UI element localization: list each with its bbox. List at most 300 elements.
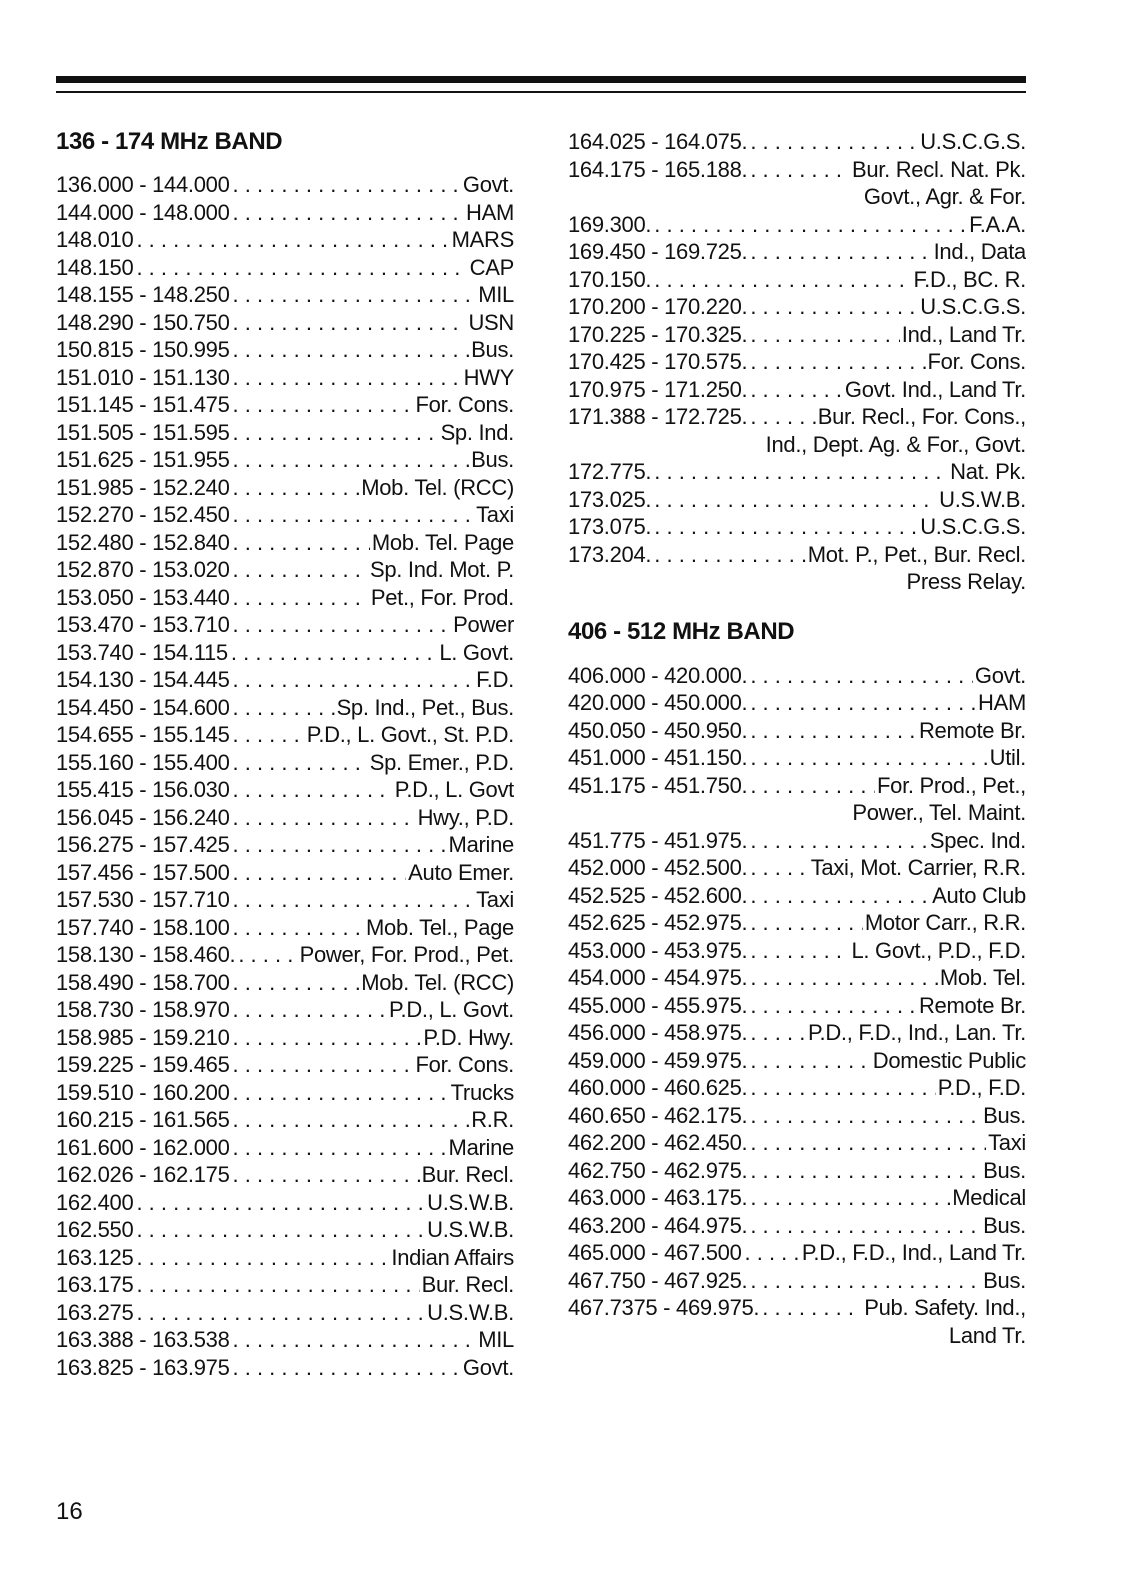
frequency-entry bbox=[56, 1051, 514, 1079]
service-allocation-continued: Power., Tel. Maint. bbox=[852, 800, 1026, 825]
service-allocation: P.D., F.D., Ind., Land Tr. bbox=[801, 1240, 1026, 1265]
frequency-range: 163.388 - 163.538 bbox=[56, 1327, 230, 1352]
service-allocation: USN bbox=[468, 309, 514, 335]
frequency-range: 162.400 bbox=[56, 1189, 134, 1215]
dot-leader bbox=[651, 266, 911, 294]
dot-leader bbox=[230, 886, 475, 914]
service-allocation: Mob. Tel. Page bbox=[371, 529, 514, 555]
frequency-entry bbox=[56, 831, 514, 859]
frequency-entry bbox=[568, 156, 1026, 184]
dot-leader bbox=[230, 364, 462, 392]
dot-leader bbox=[230, 1161, 420, 1189]
service-allocation: Govt. bbox=[462, 1354, 514, 1380]
service-allocation: Trucks bbox=[450, 1079, 514, 1105]
frequency-range: 467.750 - 467.925. bbox=[568, 1267, 748, 1293]
frequency-entry bbox=[56, 199, 514, 227]
service-allocation: Govt. bbox=[974, 662, 1026, 688]
dot-leader bbox=[230, 529, 370, 557]
frequency-range: 154.130 - 154.445 bbox=[56, 667, 230, 692]
frequency-range: 171.388 - 172.725. bbox=[568, 404, 748, 429]
service-allocation: Pet., For. Prod. bbox=[370, 584, 514, 610]
frequency-range: 155.160 - 155.400 bbox=[56, 749, 230, 775]
service-allocation: Mob. Tel. (RCC) bbox=[361, 969, 514, 995]
frequency-entry bbox=[568, 1184, 1026, 1212]
dot-leader bbox=[230, 1051, 414, 1079]
service-allocation: U.S.W.B. bbox=[427, 1299, 514, 1325]
service-allocation: P.D. Hwy. bbox=[423, 1024, 514, 1050]
service-allocation-continued: Govt., Agr. & For. bbox=[863, 184, 1026, 209]
frequency-range: 164.175 - 165.188. bbox=[568, 156, 748, 182]
frequency-entry bbox=[568, 128, 1026, 156]
header-rule-thin bbox=[56, 91, 1026, 93]
frequency-entry bbox=[56, 721, 514, 749]
service-allocation: Motor Carr., R.R. bbox=[864, 910, 1026, 935]
frequency-entry bbox=[568, 348, 1026, 376]
frequency-entry bbox=[568, 717, 1026, 745]
frequency-range: 463.200 - 464.975. bbox=[568, 1212, 748, 1238]
frequency-range: 462.750 - 462.975. bbox=[568, 1157, 748, 1183]
dot-leader bbox=[230, 391, 414, 419]
service-allocation: Taxi, Mot. Carrier, R.R. bbox=[810, 855, 1026, 880]
frequency-range: 460.000 - 460.625. bbox=[568, 1075, 748, 1100]
dot-leader bbox=[230, 1326, 477, 1354]
frequency-range: 460.650 - 462.175. bbox=[568, 1102, 748, 1128]
frequency-range: 450.050 - 450.950. bbox=[568, 717, 748, 743]
service-allocation: Ind., Land Tr. bbox=[901, 321, 1026, 347]
dot-leader bbox=[230, 1106, 470, 1134]
frequency-range: 151.010 - 151.130 bbox=[56, 364, 230, 390]
frequency-entry bbox=[56, 1271, 514, 1299]
frequency-entry bbox=[56, 1161, 514, 1189]
service-allocation: Bus. bbox=[983, 1157, 1026, 1183]
frequency-entry bbox=[56, 996, 514, 1024]
frequency-entry bbox=[56, 584, 514, 612]
frequency-range: 454.000 - 454.975. bbox=[568, 965, 748, 990]
dot-leader bbox=[230, 336, 470, 364]
dot-leader bbox=[230, 171, 461, 199]
frequency-range: 158.490 - 158.700 bbox=[56, 969, 230, 995]
frequency-entry bbox=[568, 541, 1026, 569]
service-allocation: U.S.W.B. bbox=[427, 1189, 514, 1215]
dot-leader bbox=[747, 964, 938, 992]
frequency-entry bbox=[568, 1074, 1026, 1102]
dot-leader bbox=[747, 937, 849, 965]
dot-leader bbox=[747, 1212, 981, 1240]
dot-leader bbox=[651, 486, 937, 514]
dot-leader bbox=[747, 293, 918, 321]
frequency-range: 161.600 - 162.000 bbox=[56, 1134, 230, 1160]
frequency-range: 169.450 - 169.725. bbox=[568, 239, 748, 264]
frequency-entry bbox=[56, 666, 514, 694]
frequency-entry bbox=[568, 321, 1026, 349]
frequency-entry bbox=[568, 1267, 1026, 1295]
frequency-range: 451.000 - 451.150. bbox=[568, 745, 748, 770]
frequency-range: 148.010 bbox=[56, 227, 134, 252]
service-allocation: L. Govt., P.D., F.D. bbox=[851, 937, 1026, 963]
frequency-entry bbox=[568, 293, 1026, 321]
frequency-entry bbox=[56, 611, 514, 639]
service-allocation: Indian Affairs bbox=[391, 1244, 514, 1270]
frequency-entry bbox=[56, 1189, 514, 1217]
frequency-range: 173.075. bbox=[568, 514, 652, 539]
frequency-entry bbox=[56, 281, 514, 309]
dot-leader bbox=[747, 238, 931, 266]
frequency-entry bbox=[568, 662, 1026, 690]
frequency-range: 148.150 bbox=[56, 254, 134, 280]
service-allocation: Taxi bbox=[988, 1130, 1026, 1155]
frequency-range: 164.025 - 164.075. bbox=[568, 129, 748, 154]
service-allocation: Marine bbox=[448, 1134, 514, 1160]
service-allocation: Govt. bbox=[462, 172, 514, 197]
dot-leader bbox=[133, 254, 467, 282]
service-allocation: Hwy., P.D. bbox=[417, 804, 514, 830]
service-allocation: Power bbox=[453, 612, 514, 637]
frequency-entry bbox=[56, 1299, 514, 1327]
service-allocation: P.D., F.D., Ind., Lan. Tr. bbox=[807, 1020, 1026, 1045]
service-allocation: Bus. bbox=[471, 447, 514, 472]
service-allocation: F.D., BC. R. bbox=[913, 266, 1026, 292]
frequency-entry bbox=[568, 486, 1026, 514]
frequency-range: 455.000 - 455.975. bbox=[568, 992, 748, 1018]
dot-leader bbox=[230, 1079, 449, 1107]
service-allocation: Util. bbox=[989, 745, 1026, 770]
service-allocation: Sp. Ind., Pet., Bus. bbox=[336, 694, 514, 720]
service-allocation: Remote Br. bbox=[918, 717, 1026, 743]
dot-leader bbox=[230, 666, 475, 694]
frequency-entry bbox=[568, 964, 1026, 992]
frequency-entry bbox=[56, 969, 514, 997]
frequency-range: 151.985 - 152.240 bbox=[56, 474, 230, 500]
dot-leader bbox=[651, 458, 948, 486]
frequency-entry bbox=[56, 804, 514, 832]
service-allocation: CAP bbox=[469, 254, 514, 280]
service-allocation: Sp. Ind. Mot. P. bbox=[370, 557, 514, 582]
frequency-range: 452.625 - 452.975. bbox=[568, 910, 748, 935]
frequency-entry bbox=[56, 914, 514, 942]
frequency-range: 153.050 - 153.440 bbox=[56, 584, 230, 610]
frequency-entry bbox=[56, 254, 514, 282]
service-allocation: P.D., L. Govt bbox=[394, 777, 514, 802]
frequency-range: 162.550 bbox=[56, 1217, 134, 1242]
dot-leader bbox=[747, 1019, 806, 1047]
service-allocation: MIL bbox=[478, 282, 514, 307]
frequency-range: 169.300. bbox=[568, 211, 652, 237]
frequency-range: 172.775. bbox=[568, 459, 652, 484]
frequency-range: 451.775 - 451.975. bbox=[568, 827, 748, 853]
dot-leader bbox=[651, 211, 967, 239]
frequency-range: 456.000 - 458.975. bbox=[568, 1020, 748, 1045]
frequency-range: 163.275 bbox=[56, 1299, 134, 1325]
dot-leader bbox=[230, 694, 335, 722]
service-allocation: Power, For. Prod., Pet. bbox=[299, 942, 514, 967]
frequency-range: 152.870 - 153.020 bbox=[56, 557, 230, 582]
dot-leader bbox=[230, 804, 416, 832]
frequency-range: 170.150. bbox=[568, 266, 652, 292]
service-allocation: Bur. Recl. bbox=[421, 1162, 514, 1187]
dot-leader bbox=[747, 882, 930, 910]
service-allocation: U.S.W.B. bbox=[427, 1217, 514, 1242]
frequency-range: 420.000 - 450.000. bbox=[568, 690, 748, 715]
band-heading-406-512: 406 - 512 MHz BAND bbox=[568, 617, 795, 645]
frequency-range: 170.425 - 170.575. bbox=[568, 349, 748, 374]
service-allocation: L. Govt. bbox=[439, 639, 514, 665]
frequency-range: 463.000 - 463.175. bbox=[568, 1185, 748, 1210]
frequency-range: 148.290 - 150.750 bbox=[56, 309, 230, 335]
service-allocation: Mob. Tel. (RCC) bbox=[361, 474, 514, 500]
dot-leader bbox=[230, 721, 305, 749]
frequency-range: 156.045 - 156.240 bbox=[56, 804, 230, 830]
service-allocation: U.S.C.G.S. bbox=[920, 514, 1026, 539]
service-allocation: For. Cons. bbox=[927, 349, 1026, 374]
dot-leader bbox=[230, 309, 467, 337]
frequency-entry bbox=[568, 1239, 1026, 1267]
frequency-entry bbox=[568, 744, 1026, 772]
frequency-entry bbox=[568, 1047, 1026, 1075]
frequency-entry bbox=[568, 211, 1026, 239]
frequency-list-406-512 bbox=[568, 662, 1026, 1350]
service-allocation: For. Cons. bbox=[415, 1052, 514, 1077]
frequency-range: 459.000 - 459.975. bbox=[568, 1047, 748, 1073]
dot-leader bbox=[759, 1294, 862, 1322]
frequency-range: 151.145 - 151.475 bbox=[56, 392, 230, 417]
service-allocation: Medical bbox=[952, 1185, 1026, 1210]
service-allocation: U.S.C.G.S. bbox=[920, 129, 1026, 154]
frequency-range: 154.450 - 154.600 bbox=[56, 694, 230, 720]
frequency-entry bbox=[568, 266, 1026, 294]
dot-leader bbox=[742, 1239, 800, 1267]
frequency-range: 467.7375 - 469.975. bbox=[568, 1295, 760, 1320]
service-allocation: U.S.C.G.S. bbox=[920, 294, 1026, 319]
frequency-entry bbox=[56, 1079, 514, 1107]
frequency-range: 159.225 - 159.465 bbox=[56, 1052, 230, 1077]
dot-leader bbox=[230, 584, 369, 612]
dot-leader bbox=[651, 513, 918, 541]
dot-leader bbox=[747, 662, 973, 690]
frequency-range: 406.000 - 420.000. bbox=[568, 662, 748, 688]
frequency-entry bbox=[568, 992, 1026, 1020]
frequency-entry bbox=[56, 886, 514, 914]
service-allocation: HAM bbox=[466, 199, 514, 225]
service-allocation: Bur. Recl. bbox=[421, 1272, 514, 1297]
dot-leader bbox=[230, 1134, 447, 1162]
dot-leader bbox=[747, 321, 899, 349]
dot-leader bbox=[230, 859, 407, 887]
service-allocation: Mot. P., Pet., Bur. Recl. bbox=[807, 541, 1026, 567]
frequency-entry bbox=[56, 391, 514, 419]
frequency-range: 155.415 - 156.030 bbox=[56, 777, 230, 802]
frequency-entry bbox=[568, 937, 1026, 965]
frequency-range: 159.510 - 160.200 bbox=[56, 1079, 230, 1105]
service-allocation-continued: Ind., Dept. Ag. & For., Govt. bbox=[765, 431, 1026, 457]
dot-leader bbox=[133, 1299, 425, 1327]
frequency-range: 451.175 - 451.750. bbox=[568, 772, 748, 798]
service-allocation: Sp. Emer., P.D. bbox=[369, 749, 514, 775]
service-allocation-continued: Press Relay. bbox=[906, 569, 1026, 594]
frequency-entry bbox=[56, 529, 514, 557]
frequency-entry bbox=[56, 309, 514, 337]
frequency-entry bbox=[568, 376, 1026, 404]
dot-leader bbox=[133, 1189, 425, 1217]
service-allocation: HAM bbox=[978, 690, 1026, 715]
service-allocation: Domestic Public bbox=[872, 1047, 1026, 1073]
service-allocation: Auto Club bbox=[932, 882, 1026, 908]
frequency-entry bbox=[56, 474, 514, 502]
dot-leader bbox=[228, 639, 437, 667]
band-heading-136-174: 136 - 174 MHz BAND bbox=[56, 128, 283, 155]
frequency-entry bbox=[568, 772, 1026, 800]
frequency-list-136-174 bbox=[56, 171, 514, 1381]
service-allocation: Nat. Pk. bbox=[950, 459, 1026, 484]
dot-leader bbox=[230, 501, 475, 529]
frequency-range: 170.975 - 171.250. bbox=[568, 376, 748, 402]
frequency-entry bbox=[568, 854, 1026, 882]
frequency-entry bbox=[568, 1102, 1026, 1130]
frequency-range: 163.175 bbox=[56, 1272, 134, 1297]
frequency-range: 173.204. bbox=[568, 541, 652, 567]
frequency-range: 173.025. bbox=[568, 486, 652, 512]
dot-leader bbox=[230, 776, 393, 804]
dot-leader bbox=[133, 1271, 419, 1299]
dot-leader bbox=[747, 1047, 870, 1075]
frequency-range: 151.625 - 151.955 bbox=[56, 447, 230, 472]
dot-leader bbox=[230, 749, 368, 777]
dot-leader bbox=[747, 1074, 935, 1102]
dot-leader bbox=[230, 831, 447, 859]
frequency-entry bbox=[56, 419, 514, 447]
dot-leader bbox=[230, 556, 369, 584]
dot-leader bbox=[747, 717, 917, 745]
dot-leader bbox=[230, 1354, 461, 1382]
frequency-entry bbox=[56, 749, 514, 777]
frequency-entry bbox=[568, 1019, 1026, 1047]
frequency-entry bbox=[56, 639, 514, 667]
frequency-list-164-173 bbox=[568, 128, 1026, 596]
frequency-range: 148.155 - 148.250 bbox=[56, 282, 230, 307]
dot-leader bbox=[747, 1157, 981, 1185]
frequency-entry bbox=[568, 1129, 1026, 1157]
frequency-entry bbox=[56, 694, 514, 722]
page-number: 16 bbox=[56, 1498, 83, 1525]
dot-leader bbox=[747, 689, 976, 717]
service-allocation: Pub. Safety. Ind., bbox=[864, 1295, 1026, 1320]
service-allocation-continued: Land Tr. bbox=[948, 1322, 1026, 1348]
dot-leader bbox=[747, 744, 987, 772]
service-allocation: Govt. Ind., Land Tr. bbox=[844, 376, 1026, 402]
frequency-entry bbox=[568, 403, 1026, 431]
frequency-range: 154.655 - 155.145 bbox=[56, 722, 230, 747]
service-allocation: Taxi bbox=[476, 502, 514, 527]
frequency-range: 150.815 - 150.995 bbox=[56, 337, 230, 362]
frequency-range: 462.200 - 462.450. bbox=[568, 1130, 748, 1155]
service-allocation: For. Prod., Pet., bbox=[877, 772, 1026, 798]
frequency-range: 152.480 - 152.840 bbox=[56, 529, 230, 555]
dot-leader bbox=[651, 541, 805, 569]
dot-leader bbox=[230, 281, 477, 309]
service-allocation: Bus. bbox=[983, 1212, 1026, 1238]
frequency-entry bbox=[568, 238, 1026, 266]
service-allocation: Bus. bbox=[983, 1102, 1026, 1128]
frequency-range: 452.525 - 452.600. bbox=[568, 882, 748, 908]
dot-leader bbox=[747, 992, 917, 1020]
frequency-entry bbox=[568, 827, 1026, 855]
service-allocation: Mob. Tel. bbox=[939, 965, 1026, 990]
dot-leader bbox=[230, 969, 360, 997]
frequency-entry bbox=[56, 776, 514, 804]
frequency-entry bbox=[56, 1106, 514, 1134]
dot-leader bbox=[133, 226, 449, 254]
service-allocation: U.S.W.B. bbox=[939, 486, 1026, 512]
frequency-entry bbox=[56, 1216, 514, 1244]
frequency-entry bbox=[56, 1326, 514, 1354]
frequency-range: 158.130 - 158.460. bbox=[56, 942, 236, 967]
dot-leader bbox=[747, 1267, 981, 1295]
service-allocation: Marine bbox=[448, 832, 514, 857]
frequency-range: 162.026 - 162.175 bbox=[56, 1162, 230, 1187]
frequency-range: 163.125 bbox=[56, 1244, 134, 1270]
dot-leader bbox=[230, 446, 470, 474]
service-allocation: MIL bbox=[478, 1327, 514, 1352]
frequency-range: 465.000 - 467.500 bbox=[568, 1240, 742, 1265]
dot-leader bbox=[133, 1216, 425, 1244]
frequency-range: 152.270 - 152.450 bbox=[56, 502, 230, 527]
dot-leader bbox=[235, 941, 297, 969]
service-allocation: MARS bbox=[451, 227, 514, 252]
dot-leader bbox=[230, 996, 387, 1024]
frequency-entry bbox=[56, 501, 514, 529]
frequency-range: 153.470 - 153.710 bbox=[56, 612, 230, 637]
frequency-range: 163.825 - 163.975 bbox=[56, 1354, 230, 1380]
dot-leader bbox=[230, 914, 365, 942]
service-allocation: P.D., F.D. bbox=[937, 1075, 1026, 1100]
dot-leader bbox=[230, 1024, 422, 1052]
frequency-range: 158.730 - 158.970 bbox=[56, 997, 230, 1022]
frequency-range: 157.740 - 158.100 bbox=[56, 914, 230, 940]
dot-leader bbox=[230, 199, 465, 227]
frequency-range: 157.530 - 157.710 bbox=[56, 887, 230, 912]
frequency-entry bbox=[56, 1134, 514, 1162]
dot-leader bbox=[747, 772, 875, 800]
service-allocation: HWY bbox=[463, 364, 514, 390]
service-allocation: Sp. Ind. bbox=[440, 419, 514, 445]
dot-leader bbox=[747, 1129, 986, 1157]
dot-leader bbox=[747, 128, 918, 156]
service-allocation: F.A.A. bbox=[969, 211, 1026, 237]
service-allocation: Bur. Recl., For. Cons., bbox=[817, 404, 1026, 429]
service-allocation: Mob. Tel., Page bbox=[366, 914, 514, 940]
frequency-range: 153.740 - 154.115 bbox=[56, 639, 228, 665]
service-allocation: Bus. bbox=[471, 337, 514, 362]
frequency-range: 157.456 - 157.500 bbox=[56, 859, 230, 885]
frequency-range: 160.215 - 161.565 bbox=[56, 1107, 230, 1132]
dot-leader bbox=[747, 156, 850, 184]
service-allocation: R.R. bbox=[471, 1107, 514, 1132]
dot-leader bbox=[747, 909, 863, 937]
frequency-range: 170.225 - 170.325. bbox=[568, 321, 748, 347]
service-allocation: P.D., L. Govt., St. P.D. bbox=[306, 722, 514, 747]
service-allocation: For. Cons. bbox=[415, 392, 514, 417]
service-allocation: Auto Emer. bbox=[408, 859, 514, 885]
frequency-entry bbox=[56, 859, 514, 887]
service-allocation: F.D. bbox=[476, 667, 514, 692]
service-allocation: P.D., L. Govt. bbox=[388, 997, 514, 1022]
dot-leader bbox=[230, 474, 360, 502]
frequency-entry bbox=[568, 458, 1026, 486]
dot-leader bbox=[747, 1184, 950, 1212]
dot-leader bbox=[747, 854, 808, 882]
service-allocation: Bus. bbox=[983, 1267, 1026, 1293]
frequency-entry bbox=[56, 1354, 514, 1382]
frequency-entry bbox=[56, 336, 514, 364]
